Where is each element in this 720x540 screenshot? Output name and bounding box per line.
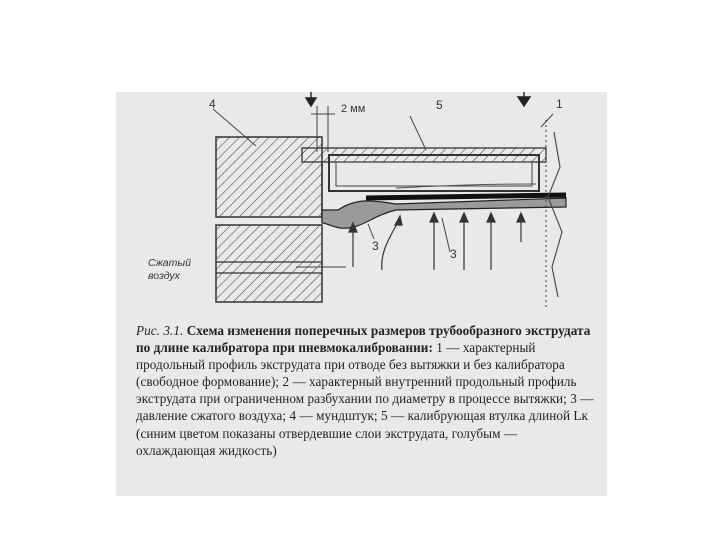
figure-caption [136,322,598,459]
caption-title: Схема изменения поперечных размеров трубообразного экструдата по длине калибратора при пневмокалибровании: [136,323,591,356]
label-sleeve: 5 [436,98,443,112]
caption-item-3: 3 — давление сжатого воздуха; [136,391,594,424]
label-pressure-a: 3 [372,239,379,253]
label-profile: 1 [556,97,563,111]
caption-item-4: 4 — мундштук; [289,408,378,424]
extrusion-calibration-diagram [116,92,607,322]
label-dimension: 2 мм [341,103,366,115]
scanned-figure [116,92,607,496]
label-die: 4 [209,97,216,111]
break-line [548,132,562,297]
caption-item-2: 2 — характерный внутренний продольный профиль экструдата при ограниченном разбухании по диаметру в процессе вытяжки; [136,374,577,407]
top-arrows [306,92,530,106]
label-air-line2: воздух [148,270,180,282]
caption-item-5: 5 — калибрующая втулка длиной Lк (синим цветом показаны отвердевшие слои экструдата, голубым — охлаждающая жидкость) [136,408,588,458]
label-air-line1: Сжатый [148,257,191,269]
label-pressure-b: 3 [450,247,457,261]
caption-item-1: 1 — характерный продольный профиль экструдата при отводе без вытяжки и без калибратора (свободное формование); [136,340,565,390]
caption-fig-ref: Рис. 3.1. [136,323,184,338]
